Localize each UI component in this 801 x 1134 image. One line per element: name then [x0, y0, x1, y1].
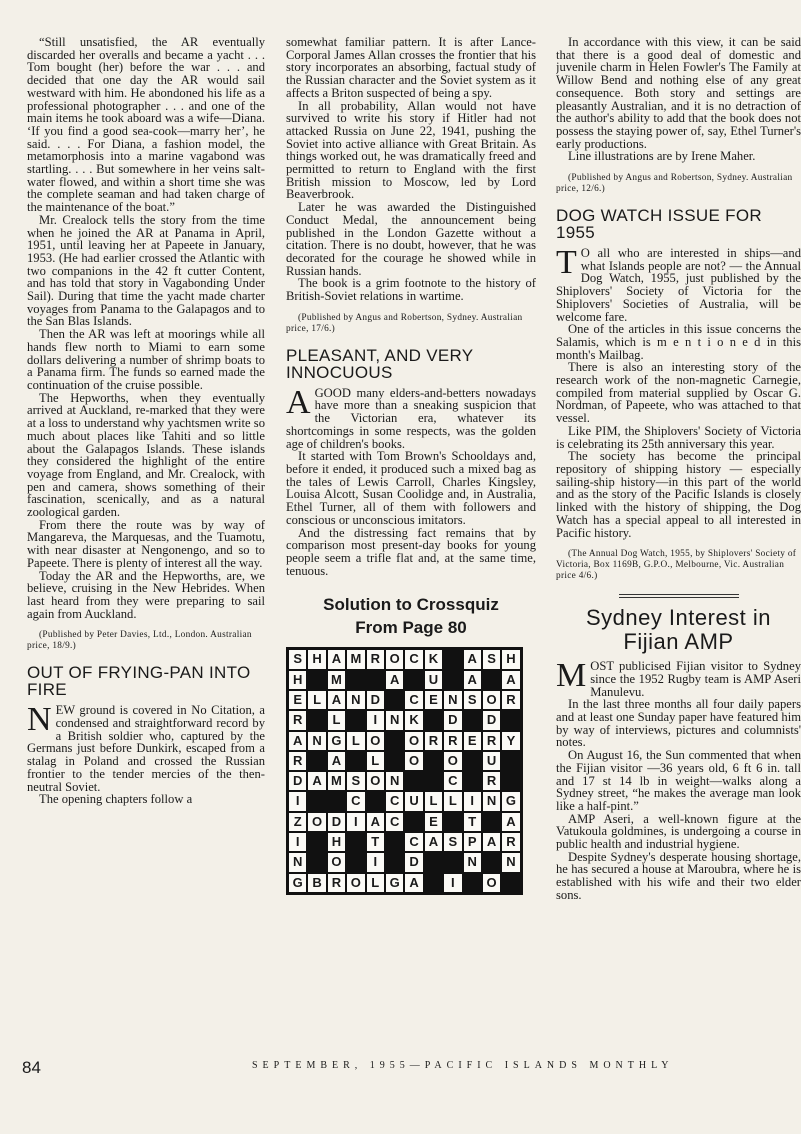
grid-letter: E	[288, 690, 307, 710]
grid-letter: E	[424, 812, 443, 832]
grid-letter: I	[288, 832, 307, 852]
grid-letter: L	[424, 791, 443, 811]
grid-letter: A	[501, 812, 520, 832]
grid-letter: S	[288, 649, 307, 669]
grid-block	[463, 710, 482, 730]
dropcap: T	[556, 244, 577, 282]
paragraph: In all probability, Allan would not have survived to write his story if Hitler had not attacked Russia on June 22, 1941, pushing the Soviet into active alliance with Great Britain. As things worked out, he was dramatically freed and permitted to return to England with the first British mission to Moscow, led by Lord Beaverbrook.	[286, 98, 536, 202]
grid-block	[501, 873, 520, 893]
paragraph: Like PIM, the Shiplovers' Society of Victoria is celebrating its 25th anniversary this year.	[556, 423, 801, 451]
grid-block	[424, 751, 443, 771]
grid-letter: R	[482, 731, 501, 751]
paragraph-text: OST publicised Fijian visitor to Sydney since the 1952 Rugby team is AMP Aseri Manulevu.	[590, 659, 801, 699]
grid-letter: M	[346, 649, 365, 669]
grid-block	[443, 670, 462, 690]
crossquiz-title	[286, 593, 536, 639]
paragraph-dropcap	[556, 244, 801, 324]
grid-letter: S	[482, 649, 501, 669]
grid-letter: K	[404, 710, 423, 730]
grid-block	[404, 670, 423, 690]
grid-block	[346, 852, 365, 872]
grid-letter: C	[404, 832, 423, 852]
grid-letter: R	[501, 690, 520, 710]
paragraph: And the distressing fact remains that by comparison most present-day books for young people seem a trifle flat and, at the same time, tenuous.	[286, 525, 536, 578]
grid-letter: U	[404, 791, 423, 811]
grid-letter: D	[288, 771, 307, 791]
grid-block	[307, 832, 326, 852]
grid-block	[443, 852, 462, 872]
paragraph: “Still unsatisfied, the AR eventually discarded her overalls and became a yacht . . . Tom bought (her) before the war . . . and decided that one day the AR would sail westward with him. He abondoned his life as a professional photographer . . . and one of the main items he took aboard was a wife—Diana. ‘If you find a good sea-cook—marry her’, he said. . . . For Diana, a fashion model, the metamorphosis into a marine vagabond was startling. . . . But somewhere in her veins salt-water flowed, and within a short time she was the complete seaman and had taken charge of the maintenance of the boat.”	[27, 35, 265, 215]
grid-letter: R	[424, 731, 443, 751]
grid-block	[327, 791, 346, 811]
divider	[619, 594, 739, 598]
grid-block	[385, 852, 404, 872]
grid-block	[346, 710, 365, 730]
grid-letter: A	[482, 832, 501, 852]
paragraph-dropcap	[27, 701, 265, 794]
paragraph: One of the articles in this issue concerns the Salamis, which is m e n t i o n e d in this month's Mailbag.	[556, 322, 801, 362]
grid-letter: D	[482, 710, 501, 730]
grid-letter: R	[327, 873, 346, 893]
grid-letter: O	[346, 873, 365, 893]
grid-letter: C	[385, 812, 404, 832]
column-middle	[286, 36, 536, 895]
paragraph-dropcap	[286, 383, 536, 451]
grid-letter: A	[366, 812, 385, 832]
grid-letter: N	[346, 690, 365, 710]
crossquiz-title-line-1: Solution to Crossquiz	[323, 595, 499, 615]
grid-letter: I	[346, 812, 365, 832]
grid-letter: Z	[288, 812, 307, 832]
grid-letter: U	[424, 670, 443, 690]
grid-block	[307, 791, 326, 811]
article-heading: DOG WATCH ISSUE FOR 1955	[556, 206, 762, 243]
paragraph-dropcap	[556, 657, 801, 699]
running-head: SEPTEMBER, 1955—PACIFIC ISLANDS MONTHLY	[252, 1060, 674, 1071]
grid-letter: A	[327, 690, 346, 710]
grid-letter: N	[288, 852, 307, 872]
grid-letter: M	[327, 771, 346, 791]
grid-letter: T	[366, 832, 385, 852]
grid-block	[443, 812, 462, 832]
crossquiz-title-line-2: From Page 80	[355, 618, 467, 638]
grid-letter: N	[385, 710, 404, 730]
page-number: 84	[22, 1058, 41, 1077]
grid-block	[501, 771, 520, 791]
grid-letter: O	[482, 873, 501, 893]
grid-letter: Y	[501, 731, 520, 751]
grid-block	[346, 670, 365, 690]
grid-block	[424, 771, 443, 791]
grid-letter: C	[346, 791, 365, 811]
grid-letter: N	[482, 791, 501, 811]
grid-block	[482, 812, 501, 832]
paragraph: The book is a grim footnote to the history of British-Soviet relations in wartime.	[286, 276, 536, 304]
publication-note: (Published by Peter Davies, Ltd., London. Australian price, 18/9.)	[27, 630, 252, 652]
grid-letter: C	[443, 771, 462, 791]
grid-block	[346, 832, 365, 852]
grid-letter: E	[424, 690, 443, 710]
dropcap: N	[27, 701, 52, 739]
paragraph-text: O all who are interested in ships—and what Islands people are not? — the Annual Dog Watch, 1955, just published by the Shiplovers' Society of Victoria for the Shiplovers' Societies of Australia, will be welcome fare.	[556, 246, 801, 324]
paragraph: Despite Sydney's desperate housing shortage, he has secured a house at Maroubra, where he is established with his wife and their two elder sons.	[556, 849, 801, 902]
grid-block	[346, 751, 365, 771]
grid-letter: R	[288, 710, 307, 730]
grid-letter: R	[443, 731, 462, 751]
grid-letter: C	[404, 649, 423, 669]
grid-block	[463, 771, 482, 791]
grid-letter: A	[424, 832, 443, 852]
grid-block	[385, 832, 404, 852]
grid-letter: N	[385, 771, 404, 791]
grid-block	[385, 731, 404, 751]
grid-letter: N	[501, 852, 520, 872]
crossquiz-grid	[286, 647, 523, 895]
dropcap: M	[556, 657, 587, 695]
paragraph: somewhat familiar pattern. It is after Lance-Corporal James Allan crosses the frontier that his story incorporates an absorbing, factual study of the Russian character and the Soviet system as it affects a Briton suspected of being a spy.	[286, 35, 536, 100]
grid-letter: O	[385, 649, 404, 669]
grid-letter: B	[307, 873, 326, 893]
grid-block	[501, 710, 520, 730]
grid-letter: S	[346, 771, 365, 791]
grid-letter: P	[463, 832, 482, 852]
grid-letter: O	[404, 731, 423, 751]
grid-letter: I	[366, 852, 385, 872]
paragraph: Line illustrations are by Irene Maher.	[568, 149, 756, 164]
paragraph: The opening chapters follow a	[39, 792, 193, 807]
grid-letter: C	[404, 690, 423, 710]
grid-letter: H	[307, 649, 326, 669]
grid-letter: G	[288, 873, 307, 893]
grid-letter: O	[366, 731, 385, 751]
article-heading: Sydney Interest in Fijian AMP	[585, 605, 772, 655]
paragraph: AMP Aseri, a well-known figure at the Vatukoula goldmines, is undergoing a course in public health and industrial hygiene.	[556, 811, 801, 852]
grid-letter: S	[443, 832, 462, 852]
grid-letter: K	[424, 649, 443, 669]
dropcap: A	[286, 383, 311, 421]
grid-letter: N	[443, 690, 462, 710]
grid-letter: N	[463, 852, 482, 872]
column-left	[27, 36, 265, 806]
paragraph: Later he was awarded the Distinguished Conduct Medal, the announcement being published in the London Gazette without a citation. There is no doubt, however, that he was decorated for the courage he showed while in Russian hands.	[286, 200, 536, 278]
grid-letter: D	[443, 710, 462, 730]
grid-letter: L	[307, 690, 326, 710]
paragraph-text: GOOD many elders-and-betters nowadays have more than a sneaking suspicion that the Victorian era, whatever its shortcomings in some respects, was the golden age of children's books.	[286, 385, 536, 451]
grid-letter: I	[443, 873, 462, 893]
grid-block	[307, 751, 326, 771]
grid-letter: H	[288, 670, 307, 690]
grid-letter: I	[366, 710, 385, 730]
article-heading: OUT OF FRYING-PAN INTO FIRE	[27, 663, 251, 700]
grid-letter: R	[482, 771, 501, 791]
grid-block	[424, 873, 443, 893]
grid-letter: A	[501, 670, 520, 690]
grid-block	[404, 771, 423, 791]
grid-letter: G	[385, 873, 404, 893]
publication-note: (Published by Angus and Robertson, Sydney. Australian price, 12/6.)	[556, 173, 793, 195]
grid-block	[366, 791, 385, 811]
paragraph: It started with Tom Brown's Schooldays and, before it ended, it produced such a mixed bag as the tales of Lewis Carroll, Charles Kingsley, Louisa Alcott, Susan Coolidge and, in Australia, Ethel Turner, all of them with followers and conscious or unconscious imitators.	[286, 449, 536, 527]
grid-letter: H	[501, 649, 520, 669]
paragraph: On August 16, the Sun commented that when the Fijian visitor —36 years old, 6 ft 6 in. tall and 17 st 14 lb in weight—walks along a Sydney street, “he makes the average man look like a half-pint.”	[556, 748, 801, 813]
grid-letter: O	[327, 852, 346, 872]
grid-block	[463, 873, 482, 893]
grid-block	[307, 710, 326, 730]
paragraph: In the last three months all four daily papers and at least one Sunday paper have featured him by way of interviews, pictures and columnists' notes.	[556, 697, 801, 750]
grid-block	[366, 670, 385, 690]
grid-letter: R	[366, 649, 385, 669]
grid-block	[501, 751, 520, 771]
grid-block	[424, 852, 443, 872]
paragraph: Today the AR and the Hepworths, are, we believe, cruising in the New Hebrides. When last heard from they were preparing to sail again from Auckland.	[27, 568, 265, 621]
grid-letter: L	[366, 873, 385, 893]
grid-block	[404, 812, 423, 832]
grid-letter: D	[327, 812, 346, 832]
grid-block	[482, 852, 501, 872]
grid-letter: A	[327, 649, 346, 669]
grid-letter: G	[501, 791, 520, 811]
grid-letter: R	[501, 832, 520, 852]
grid-letter: L	[346, 731, 365, 751]
grid-letter: C	[385, 791, 404, 811]
grid-letter: O	[307, 812, 326, 832]
paragraph: In accordance with this view, it can be said that there is a good deal of domestic and juvenile charm in Helen Fowler's The Family at Willow Bend and nothing else of any great consequence. Both story and settings are pleasantly Australian, and it is no detraction of the author's ability to add that the book does not possess the staying power of, say, Ethel Turner's early productions.	[556, 36, 801, 151]
grid-letter: A	[307, 771, 326, 791]
paragraph: From there the route was by way of Mangareva, the Marquesas, and the Tuamotu, with near disaster at Nengonengo, and so to Papeete. There is plenty of interest all the way.	[27, 517, 265, 570]
grid-block	[482, 670, 501, 690]
grid-letter: L	[366, 751, 385, 771]
grid-letter: A	[327, 751, 346, 771]
grid-letter: L	[443, 791, 462, 811]
grid-letter: I	[463, 791, 482, 811]
grid-letter: A	[463, 649, 482, 669]
grid-letter: S	[463, 690, 482, 710]
publication-note: (The Annual Dog Watch, 1955, by Shiplovers' Society of Victoria, Box 1169B, G.P.O., Melbourne, Vic. Australian price 4/6.)	[556, 549, 797, 582]
grid-block	[307, 852, 326, 872]
grid-block	[307, 670, 326, 690]
grid-block	[385, 690, 404, 710]
grid-letter: R	[288, 751, 307, 771]
grid-letter: A	[404, 873, 423, 893]
grid-letter: D	[404, 852, 423, 872]
grid-letter: U	[482, 751, 501, 771]
grid-letter: N	[307, 731, 326, 751]
paragraph: Then the AR was left at moorings while all hands flew north to Miami to earn some dollars delivering a number of shrimp boats to a Panama firm. The funds so earned made the continuation of the cruise possible.	[27, 327, 265, 392]
grid-letter: H	[327, 832, 346, 852]
grid-block	[463, 751, 482, 771]
grid-letter: D	[366, 690, 385, 710]
paragraph-text: EW ground is covered in No Citation, a condensed and straightforward record by a British soldier who, captured by the Germans just before Dunkirk, escaped from a stalag in Poland and crossed the Russian frontier to the tender mercies of the then-neutral Soviet.	[27, 703, 265, 794]
grid-letter: T	[463, 812, 482, 832]
paragraph: There is also an interesting story of the research work of the non-magnetic Carnegie, compiled from material supplied by Oscar G. Nordman, of Papeete, who was attached to that vessel.	[556, 360, 801, 426]
grid-letter: G	[327, 731, 346, 751]
grid-letter: O	[482, 690, 501, 710]
grid-letter: M	[327, 670, 346, 690]
grid-block	[443, 649, 462, 669]
grid-block	[424, 710, 443, 730]
grid-letter: A	[288, 731, 307, 751]
grid-letter: E	[463, 731, 482, 751]
grid-letter: I	[288, 791, 307, 811]
paragraph: The society has become the principal repository of shipping history — especially sailing-ship history—in this part of the world and as the story of the Pacific Islands is closely linked with the history of shipping, the Dog Watch has a special appeal to all interested in Pacific history.	[556, 449, 801, 540]
grid-letter: A	[385, 670, 404, 690]
grid-letter: A	[463, 670, 482, 690]
column-right	[556, 36, 801, 902]
paragraph: Mr. Crealock tells the story from the time when he joined the AR at Panama in April, 1951, until leaving her at Papeete in January, 1953. (He had earlier crossed the Atlantic with two companions in the 42 ft cutter Content, and has told that story in Vagabonding Under Sail). During that time the yacht made charter voyages from Panama to the Galapagos and to the San Blas Islands.	[27, 212, 265, 329]
grid-block	[385, 751, 404, 771]
grid-letter: O	[366, 771, 385, 791]
paragraph: The Hepworths, when they eventually arrived at Auckland, re-marked that they were at a loss to understand why yachtsmen write so much about places like Tahiti and so little about the Galapagos Islands. These islands they considered the highlight of the entire voyage from England, and Mr. Crealock, with pen and camera, shows something of their fascination, scenically, and as a natural zoological garden.	[27, 390, 265, 520]
grid-letter: L	[327, 710, 346, 730]
publication-note: (Published by Angus and Robertson, Sydney. Australian price, 17/6.)	[286, 312, 523, 334]
grid-letter: O	[443, 751, 462, 771]
grid-letter: O	[404, 751, 423, 771]
article-heading: PLEASANT, AND VERY INNOCUOUS	[286, 345, 474, 382]
